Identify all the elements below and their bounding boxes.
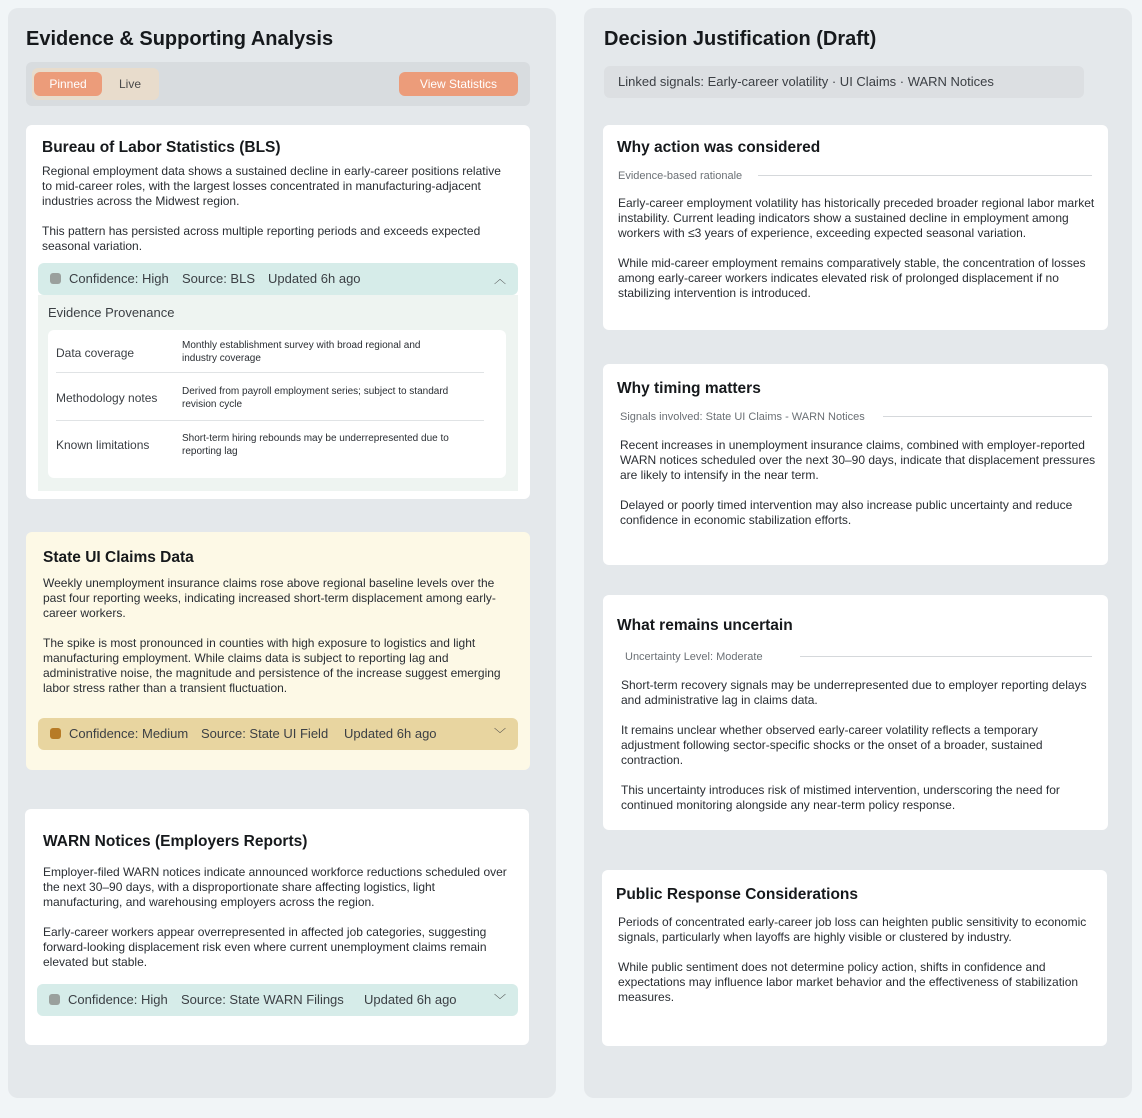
- provenance-value: Monthly establishment survey with broad regional and industry coverage: [182, 340, 421, 364]
- provenance-row: [56, 330, 484, 373]
- divider: [800, 656, 1092, 657]
- provenance-label: Known limitations: [56, 438, 150, 452]
- why-action-subtitle: Evidence-based rationale: [618, 170, 743, 182]
- chevron-down-icon[interactable]: ﹀: [493, 727, 506, 741]
- why-timing-subtitle: Signals involved: State UI Claims - WARN Notices: [620, 411, 865, 423]
- why-action-body: [618, 196, 1096, 301]
- uncertainty-paragraph-2: It remains unclear whether observed early-career volatility reflects a temporary adjustment following sector-specific shocks or the onset of a broader, sustained contraction.: [621, 723, 1043, 767]
- warn-updated: Updated 6h ago: [364, 992, 457, 1007]
- view-toolbar: [26, 62, 530, 106]
- warn-paragraph-2: Early-career workers appear overrepresented in affected job categories, suggesting forward-looking displacement risk even where current unemployment claims remain elevated but stable.: [43, 925, 487, 969]
- evidence-panel-title: Evidence & Supporting Analysis: [26, 28, 334, 50]
- provenance-label: Methodology notes: [56, 391, 158, 405]
- warn-card-title: WARN Notices (Employers Reports): [43, 833, 308, 850]
- why-action-paragraph-1: Early-career employment volatility has historically preceded broader regional labor market instability. Current leading indicators show a sustained decline in employment among workers with ≤3 years of experience, exceeding expected seasonal variation.: [618, 196, 1095, 240]
- decision-justification-panel: [584, 8, 1132, 1098]
- ui-claims-evidence-card: [26, 532, 530, 770]
- evidence-provenance-section: [38, 295, 518, 491]
- confidence-indicator-icon: [49, 994, 60, 1005]
- divider: [883, 416, 1092, 417]
- divider: [758, 175, 1092, 176]
- bls-paragraph-1: Regional employment data shows a sustained decline in early-career positions relative to mid-career roles, with the largest losses concentrated in manufacturing-adjacent industries across the Midwest region.: [42, 164, 501, 208]
- bls-paragraph-2: This pattern has persisted across multiple reporting periods and exceeds expected seasonal variation.: [42, 224, 481, 253]
- warn-notices-evidence-card: [25, 809, 529, 1045]
- view-statistics-button[interactable]: View Statistics: [399, 72, 518, 96]
- warn-source: Source: State WARN Filings: [181, 992, 344, 1007]
- why-timing-body: [620, 438, 1096, 528]
- why-timing-card: [603, 364, 1108, 565]
- ui-claims-card-body: [43, 576, 517, 696]
- uncertainty-paragraph-1: Short-term recovery signals may be underrepresented due to employer reporting delays and administrative lag in claims data.: [621, 678, 1087, 707]
- public-response-paragraph-1: Periods of concentrated early-career job loss can heighten public sensitivity to economic signals, particularly when layoffs are highly visible or clustered by industry.: [618, 915, 1087, 944]
- why-action-paragraph-2: While mid-career employment remains comparatively stable, the concentration of losses among early-career workers indicates elevated risk of prolonged displacement if no stabilizing intervention is introduced.: [618, 256, 1086, 300]
- public-response-card: [602, 870, 1107, 1046]
- uncertainty-card: [603, 595, 1108, 830]
- linked-signals: Linked signals: Early-career volatility · UI Claims · WARN Notices: [604, 66, 1084, 98]
- bls-card-title: Bureau of Labor Statistics (BLS): [42, 139, 281, 156]
- provenance-label: Data coverage: [56, 346, 135, 360]
- confidence-indicator-icon: [50, 273, 61, 284]
- confidence-indicator-icon: [50, 728, 61, 739]
- public-response-paragraph-2: While public sentiment does not determine policy action, shifts in confidence and expectations may influence labor market behavior and the effectiveness of stabilization measures.: [618, 960, 1079, 1004]
- public-response-title: Public Response Considerations: [616, 886, 859, 903]
- why-action-title: Why action was considered: [617, 139, 821, 156]
- bls-source: Source: BLS: [182, 271, 255, 286]
- bls-evidence-card: [26, 125, 530, 499]
- chevron-down-icon[interactable]: ﹀: [493, 993, 506, 1007]
- why-timing-paragraph-1: Recent increases in unemployment insurance claims, combined with employer-reported WARN notices scheduled over the next 30–90 days, indicate that displacement pressures are likely to intensify in the near term.: [620, 438, 1096, 482]
- bls-card-body: [42, 164, 512, 254]
- warn-paragraph-1: Employer-filed WARN notices indicate announced workforce reductions scheduled over the next 30–90 days, with a disproportionate share affecting logistics, light manufacturing, and warehousing employers across the region.: [43, 865, 507, 909]
- uncertainty-level: Uncertainty Level: Moderate: [625, 651, 763, 663]
- uncertainty-paragraph-3: This uncertainty introduces risk of mistimed intervention, underscoring the need for continued monitoring alongside any near-term policy response.: [621, 783, 1060, 812]
- uncertainty-body: [621, 678, 1095, 813]
- provenance-row: [56, 373, 484, 421]
- bls-confidence: Confidence: High: [69, 271, 169, 286]
- why-action-card: [603, 125, 1108, 330]
- uncertainty-title: What remains uncertain: [617, 617, 793, 634]
- warn-confidence: Confidence: High: [68, 992, 168, 1007]
- why-timing-title: Why timing matters: [617, 380, 761, 397]
- provenance-table: [48, 330, 506, 478]
- live-tab[interactable]: Live: [118, 77, 141, 91]
- ui-claims-confidence-bar[interactable]: [38, 718, 518, 750]
- warn-card-body: [43, 865, 513, 970]
- bls-updated: Updated 6h ago: [268, 271, 361, 286]
- ui-claims-paragraph-1: Weekly unemployment insurance claims rose above regional baseline levels over the past four reporting weeks, indicating increased short-term displacement among early-career workers.: [43, 576, 496, 620]
- decision-panel-title: Decision Justification (Draft): [604, 28, 877, 50]
- bls-confidence-bar[interactable]: [38, 263, 518, 295]
- ui-claims-source: Source: State UI Field: [201, 726, 329, 741]
- pinned-live-toggle: [32, 62, 159, 106]
- pinned-tab[interactable]: Pinned: [34, 72, 102, 96]
- ui-claims-confidence: Confidence: Medium: [69, 726, 189, 741]
- provenance-title: Evidence Provenance: [48, 305, 175, 320]
- evidence-panel: [8, 8, 556, 1098]
- provenance-value: Short-term hiring rebounds may be underrepresented due to reporting lag: [182, 433, 449, 457]
- ui-claims-paragraph-2: The spike is most pronounced in counties with high exposure to logistics and light manufacturing employment. While claims data is subject to reporting lag and administrative noise, the magnitude and persistence of the increase suggest emerging labor stress rather than a transient fluctuation.: [43, 636, 501, 695]
- why-timing-paragraph-2: Delayed or poorly timed intervention may also increase public uncertainty and reduce confidence in economic stabilization efforts.: [620, 498, 1073, 527]
- public-response-body: [618, 915, 1096, 1005]
- provenance-row: [56, 421, 484, 471]
- chevron-up-icon[interactable]: ︿: [493, 272, 506, 286]
- ui-claims-updated: Updated 6h ago: [344, 726, 437, 741]
- ui-claims-card-title: State UI Claims Data: [43, 549, 194, 566]
- warn-confidence-bar[interactable]: [37, 984, 518, 1016]
- provenance-value: Derived from payroll employment series; subject to standard revision cycle: [182, 386, 449, 410]
